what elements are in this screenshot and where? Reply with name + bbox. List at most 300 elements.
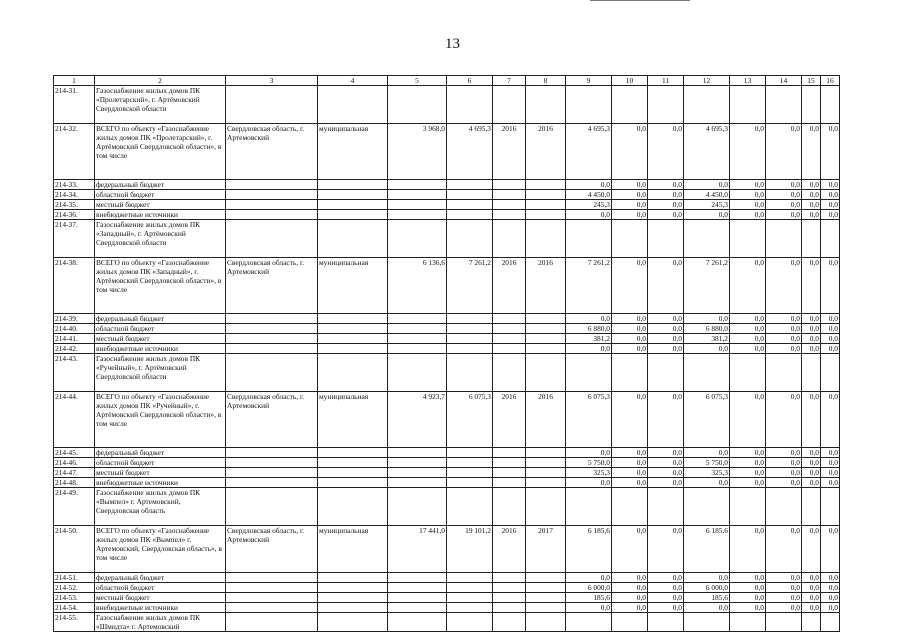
row-code-cell: 214-37.	[54, 220, 95, 258]
header-cell: 10	[612, 76, 648, 86]
table-cell	[388, 458, 447, 468]
table-cell	[318, 354, 388, 392]
table-cell	[612, 613, 648, 632]
table-cell: 0,0	[766, 392, 802, 448]
table-cell	[493, 613, 526, 632]
table-cell: 185,6	[566, 593, 612, 603]
table-cell	[493, 210, 526, 220]
table-cell	[526, 324, 566, 334]
table-cell	[684, 613, 730, 632]
table-cell	[318, 478, 388, 488]
table-cell: 0,0	[802, 448, 821, 458]
table-cell	[447, 603, 493, 613]
table-cell	[493, 603, 526, 613]
table-cell: 2016	[493, 526, 526, 573]
program-table	[53, 75, 840, 632]
table-cell: 0,0	[730, 593, 766, 603]
table-cell	[493, 220, 526, 258]
table-cell: 0,0	[612, 334, 648, 344]
row-name-cell: внебюджетные источники	[95, 210, 226, 220]
row-name-cell: федеральный бюджет	[95, 314, 226, 324]
header-cell: 6	[447, 76, 493, 86]
table-cell	[388, 488, 447, 526]
table-cell: 0,0	[612, 200, 648, 210]
table-cell: 0,0	[648, 603, 684, 613]
table-cell	[388, 478, 447, 488]
table-cell	[526, 468, 566, 478]
table-row	[54, 124, 840, 180]
table-cell	[318, 220, 388, 258]
table-cell	[526, 210, 566, 220]
table-cell: 0,0	[612, 190, 648, 200]
table-cell: 0,0	[802, 458, 821, 468]
table-cell	[493, 593, 526, 603]
table-cell: муниципальная	[318, 392, 388, 448]
row-name-cell: федеральный бюджет	[95, 573, 226, 583]
row-code-cell: 214-51.	[54, 573, 95, 583]
table-cell: 0,0	[730, 603, 766, 613]
table-cell	[766, 86, 802, 124]
table-cell	[493, 583, 526, 593]
table-cell	[226, 448, 318, 458]
table-cell	[526, 190, 566, 200]
table-cell: 6 075,3	[566, 392, 612, 448]
header-cell: 1	[54, 76, 95, 86]
table-row	[54, 314, 840, 324]
row-code-cell: 214-53.	[54, 593, 95, 603]
table-cell: 0,0	[802, 344, 821, 354]
table-cell: 245,3	[684, 200, 730, 210]
table-cell: 0,0	[766, 324, 802, 334]
table-row	[54, 210, 840, 220]
row-code-cell: 214-41.	[54, 334, 95, 344]
table-cell: 0,0	[766, 593, 802, 603]
row-code-cell: 214-42.	[54, 344, 95, 354]
table-cell	[566, 86, 612, 124]
table-cell	[493, 190, 526, 200]
table-cell: 7 261,2	[566, 258, 612, 314]
table-cell	[388, 573, 447, 583]
table-cell	[318, 613, 388, 632]
table-cell	[493, 314, 526, 324]
header-cell: 9	[566, 76, 612, 86]
table-cell	[802, 613, 821, 632]
table-cell	[388, 210, 447, 220]
table-cell: 0,0	[802, 468, 821, 478]
table-cell: 0,0	[730, 526, 766, 573]
table-cell: Свердловская область, г. Артемовский	[226, 124, 318, 180]
row-name-cell: Газоснабжение жилых домов ПК «Западный», г. Артёмовский Свердловской области	[95, 220, 226, 258]
table-cell: 0,0	[766, 603, 802, 613]
table-cell: 0,0	[648, 334, 684, 344]
table-cell: 6 880,0	[566, 324, 612, 334]
row-name-cell: местный бюджет	[95, 200, 226, 210]
table-cell: 0,0	[648, 324, 684, 334]
table-cell	[526, 220, 566, 258]
table-cell	[821, 220, 840, 258]
table-cell	[318, 488, 388, 526]
table-cell	[447, 354, 493, 392]
header-cell: 4	[318, 76, 388, 86]
table-row	[54, 180, 840, 190]
table-cell	[730, 488, 766, 526]
table-cell	[821, 86, 840, 124]
table-row	[54, 86, 840, 124]
table-cell	[447, 334, 493, 344]
table-cell: 0,0	[612, 573, 648, 583]
table-cell	[447, 468, 493, 478]
table-cell	[447, 86, 493, 124]
table-cell: 0,0	[821, 573, 840, 583]
table-cell: 0,0	[802, 200, 821, 210]
table-cell: 0,0	[730, 210, 766, 220]
table-cell	[388, 448, 447, 458]
table-cell: 0,0	[766, 124, 802, 180]
table-cell: 0,0	[566, 573, 612, 583]
table-cell	[526, 180, 566, 190]
table-cell	[566, 488, 612, 526]
table-cell: 0,0	[802, 124, 821, 180]
row-name-cell: местный бюджет	[95, 334, 226, 344]
row-code-cell: 214-45.	[54, 448, 95, 458]
table-cell: муниципальная	[318, 124, 388, 180]
top-edge-line	[590, 0, 690, 1]
table-cell	[226, 86, 318, 124]
table-cell: 0,0	[766, 200, 802, 210]
header-cell: 13	[730, 76, 766, 86]
table-cell: 0,0	[612, 478, 648, 488]
table-cell: 0,0	[612, 468, 648, 478]
table-cell	[388, 593, 447, 603]
row-name-cell: ВСЕГО по объекту «Газоснабжение жилых домов ПК «Ручейный», г. Артёмовский Свердловской области», в том числе	[95, 392, 226, 448]
table-cell	[684, 488, 730, 526]
table-cell: 0,0	[684, 344, 730, 354]
table-cell: 0,0	[821, 258, 840, 314]
row-name-cell: Газоснабжение жилых домов ПК «Шмидта» г. Артемовский	[95, 613, 226, 632]
table-cell	[226, 468, 318, 478]
table-row	[54, 613, 840, 632]
table-row	[54, 573, 840, 583]
table-cell	[493, 180, 526, 190]
table-cell: 7 261,2	[447, 258, 493, 314]
table-cell: 0,0	[766, 190, 802, 200]
row-name-cell: областной бюджет	[95, 190, 226, 200]
table-cell	[566, 613, 612, 632]
table-cell	[388, 314, 447, 324]
table-cell	[526, 344, 566, 354]
table-cell	[526, 613, 566, 632]
row-code-cell: 214-32.	[54, 124, 95, 180]
table-cell: 6 000,0	[684, 583, 730, 593]
table-cell: 0,0	[730, 583, 766, 593]
table-cell: 0,0	[730, 448, 766, 458]
header-cell: 15	[802, 76, 821, 86]
table-cell: 0,0	[648, 583, 684, 593]
table-cell: 4 695,3	[684, 124, 730, 180]
table-cell	[730, 613, 766, 632]
table-row	[54, 458, 840, 468]
header-cell: 14	[766, 76, 802, 86]
table-cell	[526, 573, 566, 583]
table-cell	[802, 354, 821, 392]
row-name-cell: внебюджетные источники	[95, 478, 226, 488]
table-cell	[526, 478, 566, 488]
row-code-cell: 214-34.	[54, 190, 95, 200]
table-cell: 0,0	[648, 593, 684, 603]
table-cell	[766, 220, 802, 258]
table-cell: 0,0	[648, 344, 684, 354]
table-row	[54, 324, 840, 334]
table-cell	[493, 344, 526, 354]
table-cell	[648, 354, 684, 392]
table-cell	[566, 354, 612, 392]
table-cell	[493, 488, 526, 526]
table-cell: 0,0	[766, 448, 802, 458]
table-cell: 0,0	[821, 324, 840, 334]
header-cell: 2	[95, 76, 226, 86]
table-cell	[612, 220, 648, 258]
table-cell	[684, 86, 730, 124]
table-cell	[226, 593, 318, 603]
table-cell: 0,0	[566, 448, 612, 458]
table-cell: 0,0	[684, 314, 730, 324]
row-code-cell: 214-47.	[54, 468, 95, 478]
table-cell	[318, 573, 388, 583]
table-cell	[318, 593, 388, 603]
table-cell	[388, 190, 447, 200]
table-cell: 0,0	[821, 180, 840, 190]
table-row	[54, 583, 840, 593]
table-row	[54, 448, 840, 458]
row-code-cell: 214-52.	[54, 583, 95, 593]
table-cell	[526, 354, 566, 392]
table-cell	[526, 458, 566, 468]
row-name-cell: областной бюджет	[95, 458, 226, 468]
table-cell: 0,0	[730, 124, 766, 180]
table-cell: 0,0	[684, 448, 730, 458]
row-code-cell: 214-49.	[54, 488, 95, 526]
table-cell	[612, 488, 648, 526]
table-cell: 0,0	[730, 478, 766, 488]
row-name-cell: ВСЕГО по объекту «Газоснабжение жилых домов ПК «Пролетарский», г. Артёмовский Свердловской области», в том числе	[95, 124, 226, 180]
table-cell	[447, 200, 493, 210]
table-cell	[447, 190, 493, 200]
table-cell: 6 880,0	[684, 324, 730, 334]
table-cell: 0,0	[766, 478, 802, 488]
table-cell: 0,0	[802, 190, 821, 200]
header-cell: 5	[388, 76, 447, 86]
table-cell: 0,0	[612, 344, 648, 354]
table-cell	[318, 200, 388, 210]
row-name-cell: Газоснабжение жилых домов ПК «Вымпел» г. Артемовский, Свердловская область	[95, 488, 226, 526]
table-cell: 0,0	[730, 258, 766, 314]
table-cell	[802, 220, 821, 258]
row-code-cell: 214-33.	[54, 180, 95, 190]
table-cell: 0,0	[802, 324, 821, 334]
table-cell: 0,0	[612, 324, 648, 334]
table-cell: 0,0	[612, 593, 648, 603]
table-cell	[766, 613, 802, 632]
table-cell: 325,3	[684, 468, 730, 478]
table-cell	[388, 583, 447, 593]
table-cell	[526, 334, 566, 344]
table-cell: 0,0	[802, 210, 821, 220]
table-cell: 0,0	[612, 526, 648, 573]
table-cell	[388, 344, 447, 354]
table-cell	[612, 86, 648, 124]
table-cell: 0,0	[821, 526, 840, 573]
table-cell: 0,0	[648, 448, 684, 458]
row-name-cell: ВСЕГО по объекту «Газоснабжение жилых домов ПК «Вымпел» г. Артемовский, Свердловская область», в том числе	[95, 526, 226, 573]
table-cell: 0,0	[802, 180, 821, 190]
table-cell: Свердловская область, г. Артемовский	[226, 392, 318, 448]
table-cell: 4 923,7	[388, 392, 447, 448]
table-cell	[447, 458, 493, 468]
table-cell	[447, 478, 493, 488]
table-cell: 0,0	[802, 573, 821, 583]
table-cell: 0,0	[566, 344, 612, 354]
table-cell	[226, 200, 318, 210]
table-cell	[388, 603, 447, 613]
table-cell: 0,0	[612, 458, 648, 468]
table-cell	[526, 488, 566, 526]
table-cell	[318, 344, 388, 354]
table-cell: 6 075,3	[447, 392, 493, 448]
table-cell	[526, 603, 566, 613]
table-cell: 0,0	[766, 468, 802, 478]
table-cell: 0,0	[802, 258, 821, 314]
table-cell	[318, 314, 388, 324]
table-cell	[493, 573, 526, 583]
table-cell: 6 136,6	[388, 258, 447, 314]
table-cell: 0,0	[766, 334, 802, 344]
table-cell	[526, 583, 566, 593]
table-cell	[684, 354, 730, 392]
table-cell	[226, 334, 318, 344]
header-row	[54, 76, 840, 86]
table-cell: 0,0	[730, 324, 766, 334]
row-code-cell: 214-44.	[54, 392, 95, 448]
header-cell: 16	[821, 76, 840, 86]
table-row	[54, 344, 840, 354]
table-cell	[766, 488, 802, 526]
row-code-cell: 214-35.	[54, 200, 95, 210]
table-row	[54, 593, 840, 603]
table-cell: 325,3	[566, 468, 612, 478]
table-cell: 2016	[526, 258, 566, 314]
table-cell: муниципальная	[318, 526, 388, 573]
table-cell: 0,0	[684, 573, 730, 583]
table-cell	[388, 468, 447, 478]
table-cell: 6 185,6	[566, 526, 612, 573]
table-cell: 0,0	[612, 180, 648, 190]
table-cell: 0,0	[648, 258, 684, 314]
table-cell: 5 750,0	[566, 458, 612, 468]
row-code-cell: 214-43.	[54, 354, 95, 392]
table-cell: 4 695,3	[447, 124, 493, 180]
table-cell	[730, 86, 766, 124]
row-name-cell: Газоснабжение жилых домов ПК «Пролетарский», г. Артёмовский Свердловской области	[95, 86, 226, 124]
table-cell	[226, 613, 318, 632]
table-row	[54, 392, 840, 448]
row-name-cell: областной бюджет	[95, 324, 226, 334]
table-cell: 0,0	[821, 468, 840, 478]
table-cell	[226, 583, 318, 593]
table-cell: 0,0	[730, 468, 766, 478]
table-cell: 0,0	[684, 603, 730, 613]
table-cell: 0,0	[566, 180, 612, 190]
table-cell	[318, 458, 388, 468]
table-cell: 0,0	[802, 334, 821, 344]
table-cell	[226, 180, 318, 190]
table-cell	[388, 86, 447, 124]
row-code-cell: 214-48.	[54, 478, 95, 488]
table-cell: 4 450,0	[566, 190, 612, 200]
table-cell	[226, 478, 318, 488]
table-row	[54, 603, 840, 613]
table-cell	[318, 190, 388, 200]
table-cell: 0,0	[766, 210, 802, 220]
table-row	[54, 200, 840, 210]
table-cell: 245,3	[566, 200, 612, 210]
table-cell	[318, 324, 388, 334]
table-row	[54, 190, 840, 200]
table-cell: 0,0	[766, 526, 802, 573]
table-cell: 0,0	[802, 583, 821, 593]
table-cell: 0,0	[766, 344, 802, 354]
table-cell	[766, 354, 802, 392]
table-cell: 0,0	[821, 458, 840, 468]
table-cell: 4 450,0	[684, 190, 730, 200]
table-cell: 0,0	[821, 593, 840, 603]
table-cell: 0,0	[802, 392, 821, 448]
table-cell: 0,0	[802, 603, 821, 613]
row-name-cell: внебюджетные источники	[95, 344, 226, 354]
table-cell	[388, 354, 447, 392]
table-cell: 0,0	[648, 190, 684, 200]
row-name-cell: федеральный бюджет	[95, 448, 226, 458]
table-cell	[730, 354, 766, 392]
table-cell	[318, 334, 388, 344]
table-cell	[526, 86, 566, 124]
table-cell: 0,0	[566, 603, 612, 613]
table-cell: 0,0	[648, 526, 684, 573]
table-cell	[318, 583, 388, 593]
row-code-cell: 214-46.	[54, 458, 95, 468]
row-code-cell: 214-55.	[54, 613, 95, 632]
table-cell	[226, 344, 318, 354]
table-cell: 0,0	[802, 593, 821, 603]
table-cell: 2016	[493, 392, 526, 448]
table-cell	[388, 220, 447, 258]
table-cell: 0,0	[766, 458, 802, 468]
table-cell: 0,0	[730, 314, 766, 324]
table-cell	[226, 210, 318, 220]
table-cell	[447, 180, 493, 190]
table-cell: 0,0	[766, 314, 802, 324]
table-cell	[493, 468, 526, 478]
header-cell: 8	[526, 76, 566, 86]
table-cell	[730, 220, 766, 258]
table-cell	[648, 488, 684, 526]
table-cell	[388, 334, 447, 344]
table-cell: 0,0	[648, 200, 684, 210]
table-cell: 0,0	[821, 583, 840, 593]
table-cell	[447, 324, 493, 334]
table-cell: 0,0	[612, 392, 648, 448]
table-cell: 0,0	[766, 573, 802, 583]
table-cell	[226, 314, 318, 324]
